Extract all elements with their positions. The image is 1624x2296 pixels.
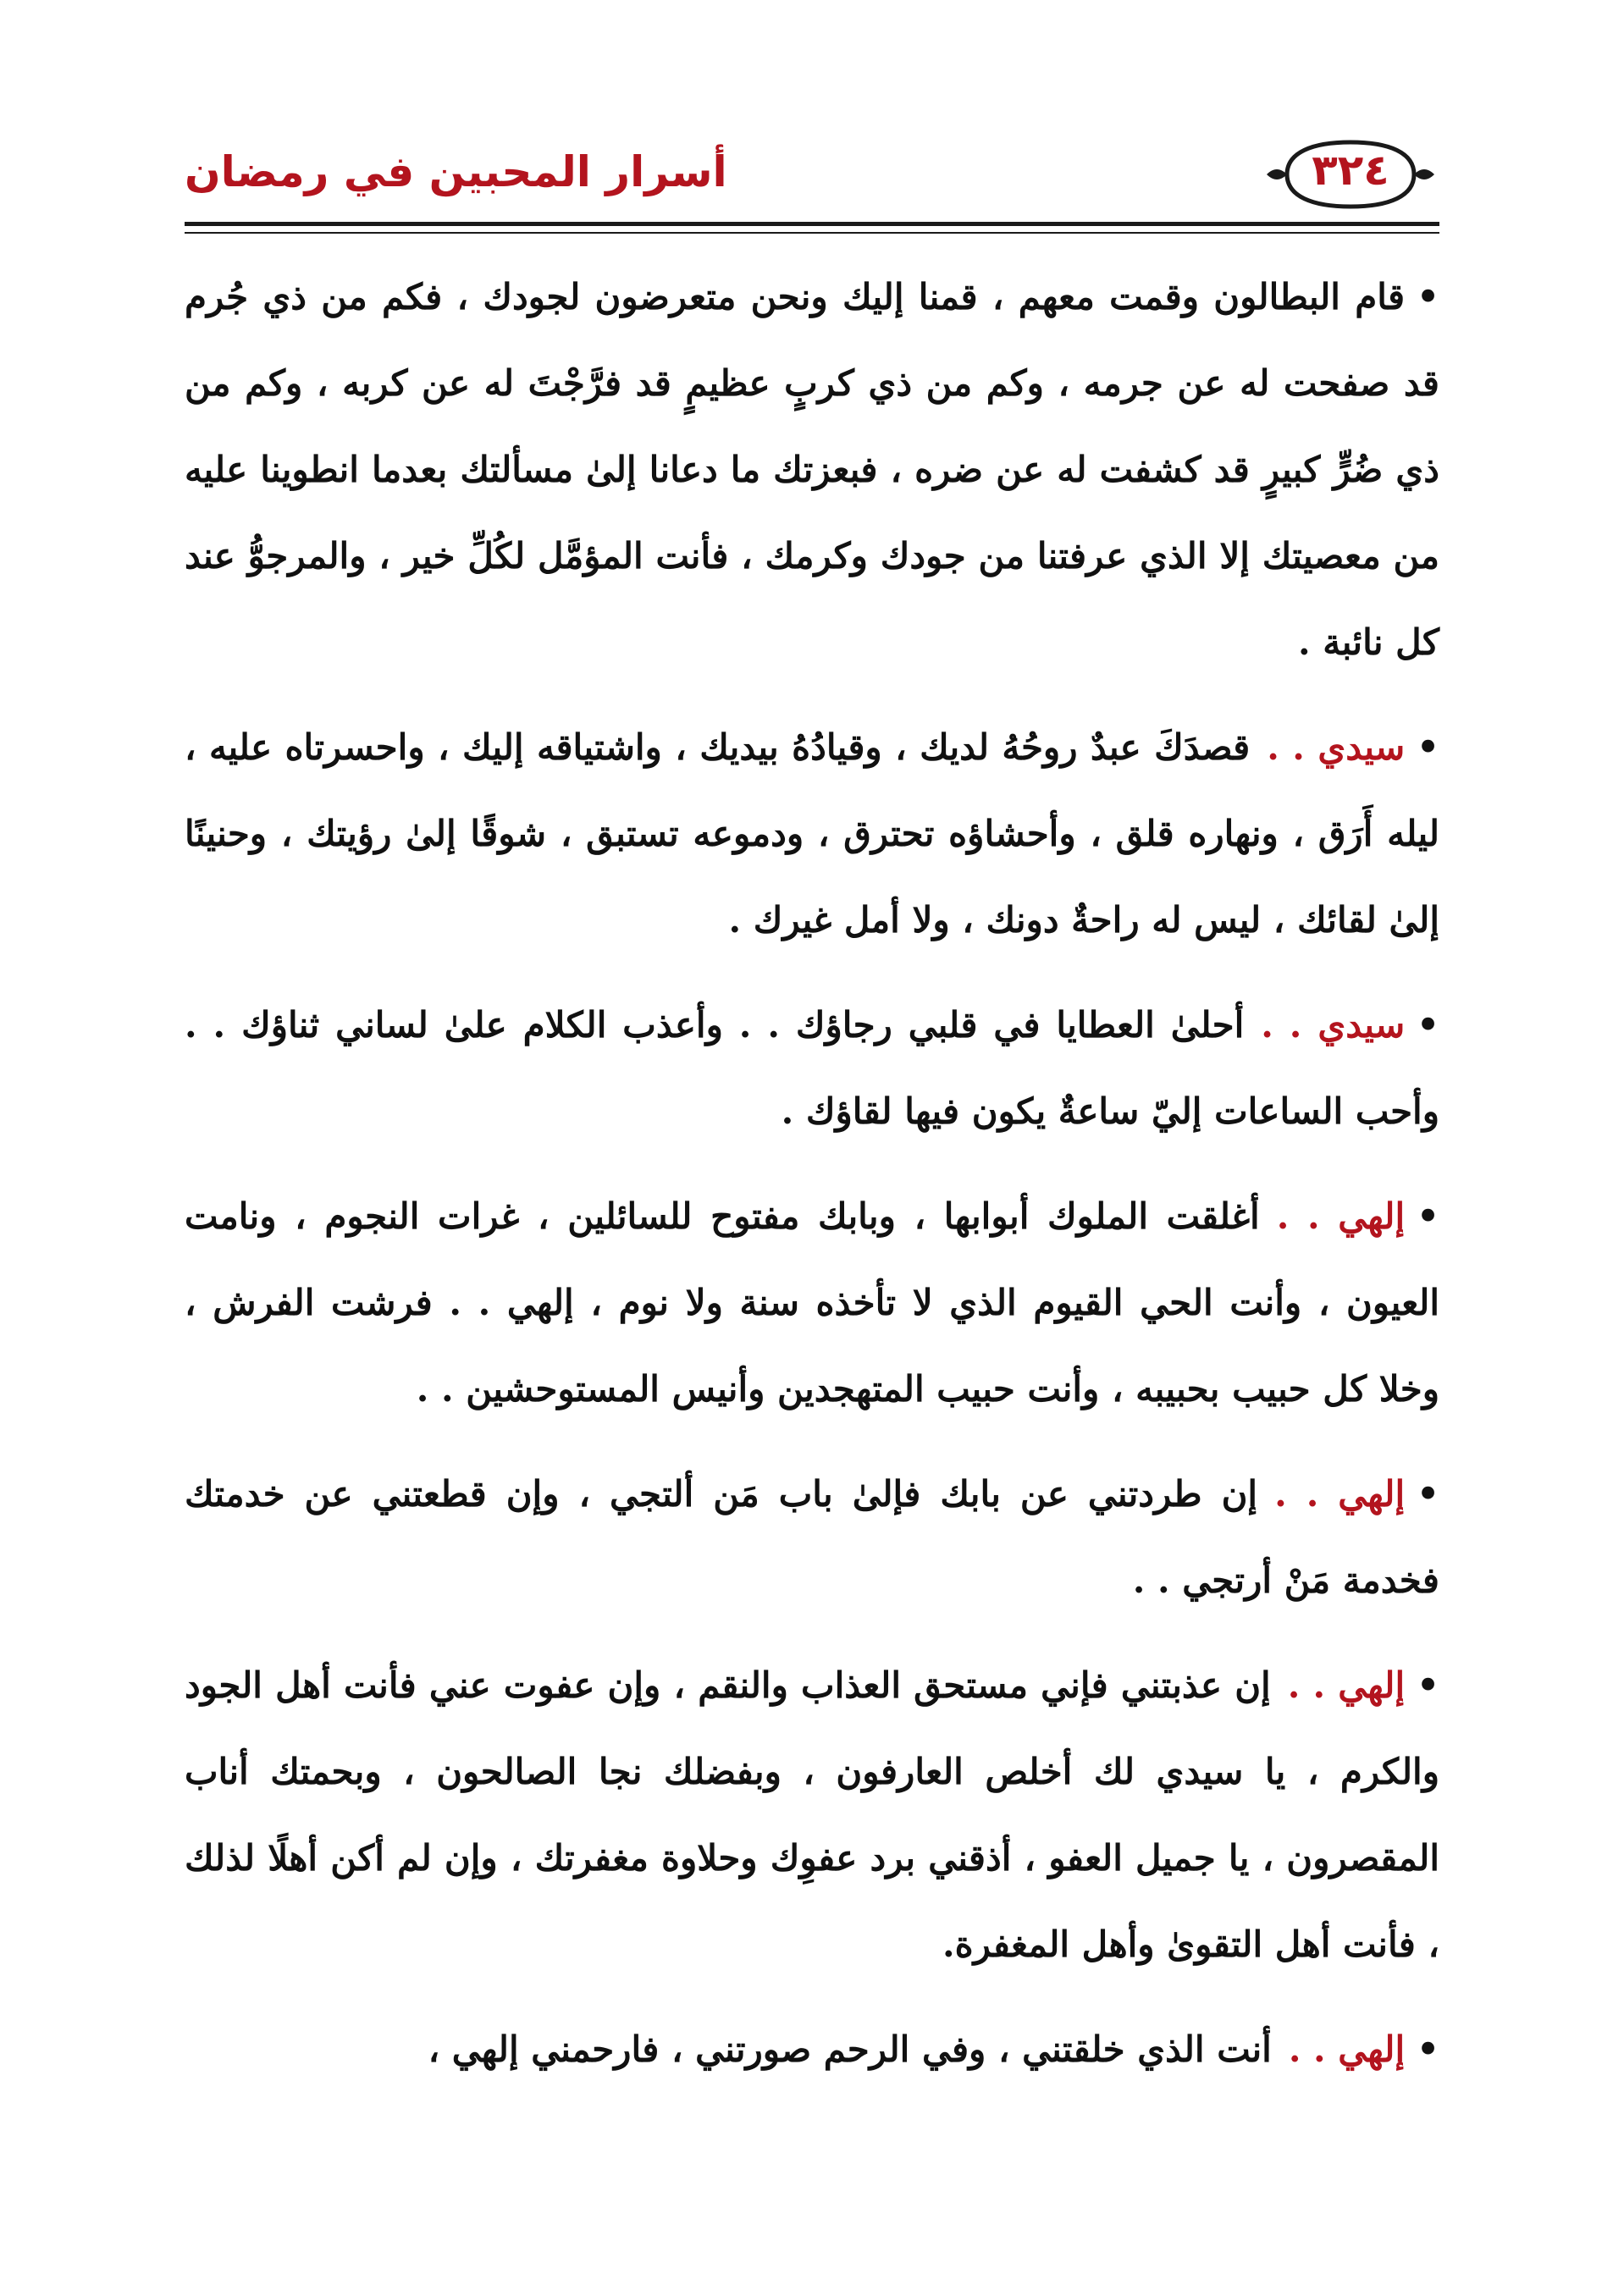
bullet-icon: • xyxy=(1417,276,1439,317)
paragraph xyxy=(185,704,1439,963)
bullet-icon: • xyxy=(1417,1664,1439,1706)
paragraph-text: إن طردتني عن بابك فإلىٰ باب مَن ألتجي ، وإن قطعتني عن خدمتك فخدمة مَنْ أرتجي . . xyxy=(185,1473,1439,1601)
paragraph-lead: إلهي . . xyxy=(1274,1473,1406,1515)
paragraph-text: إن عذبتني فإني مستحق العذاب والنقم ، وإن عفوت عني فأنت أهل الجود والكرم ، يا سيدي لك أخلص العارفون ، وبفضلك نجا الصالحون ، وبحمتك أناب المقصرون ، يا جميل العفو ، أذقني برد عفوِك وحلاوة مغفرتك ، وإن لم أكن أهلًا لذلك ، فأنت أهل التقوىٰ وأهل المغفرة. xyxy=(185,1664,1439,1965)
page-body xyxy=(185,254,1439,2093)
paragraph xyxy=(185,1451,1439,1624)
paragraph xyxy=(185,982,1439,1155)
page-number-frame xyxy=(1262,135,1439,213)
header-rule-thin xyxy=(185,232,1439,234)
bullet-icon: • xyxy=(1417,1004,1439,1046)
paragraph-text: قام البطالون وقمت معهم ، قمنا إليك ونحن متعرضون لجودك ، فكم من ذي جُرم قد صفحت له عن جرمه ، وكم من ذي كربٍ عظيمٍ قد فرَّجْتَ له عن كربه ، وكم من ذي ضُرٍّ كبيرٍ قد كشفت له عن ضره ، فبعزتك ما دعانا إلىٰ مسألتك بعدما انطوينا عليه من معصيتك إلا الذي عرفتنا من جودك وكرمك ، فأنت المؤمَّل لكُلِّ خير ، والمرجوُّ عند كل نائبة . xyxy=(185,276,1439,663)
paragraph-lead: إلهي . . xyxy=(1276,1195,1406,1237)
paragraph-lead: إلهي . . xyxy=(1287,1664,1406,1706)
paragraph-text: قصدَكَ عبدٌ روحُهُ لديك ، وقيادُهُ بيديك ، واشتياقه إليك ، واحسرتاه عليه ، ليله أَرَق ، ونهاره قلق ، وأحشاؤه تحترق ، ودموعه تستبق ، شوقًا إلىٰ رؤيتك ، وحنينًا إلىٰ لقائك ، ليس له راحةٌ دونك ، ولا أمل غيرك . xyxy=(185,726,1439,941)
running-title: أسرار المحبين في رمضان xyxy=(185,147,727,196)
bullet-icon: • xyxy=(1417,1195,1439,1237)
paragraph xyxy=(185,2006,1439,2093)
page-header xyxy=(185,135,1439,229)
bullet-icon: • xyxy=(1417,2028,1439,2070)
paragraph-text: أغلقت الملوك أبوابها ، وبابك مفتوح للسائلين ، غرات النجوم ، ونامت العيون ، وأنت الحي القيوم الذي لا تأخذه سنة ولا نوم ، إلهي . . فرشت الفرش ، وخلا كل حبيب بحبيبه ، وأنت حبيب المتهجدين وأنيس المستوحشين . . xyxy=(185,1195,1440,1410)
header-rule-thick xyxy=(185,222,1439,226)
bullet-icon: • xyxy=(1417,726,1439,768)
paragraph xyxy=(185,1173,1439,1432)
paragraph-lead: سيدي . . xyxy=(1267,726,1406,768)
paragraph-lead: إلهي . . xyxy=(1288,2028,1406,2070)
paragraph xyxy=(185,1642,1439,1988)
paragraph-lead: سيدي . . xyxy=(1261,1004,1406,1046)
paragraph-text: أنت الذي خلقتني ، وفي الرحم صورتني ، فارحمني إلهي ، xyxy=(428,2028,1272,2070)
paragraph xyxy=(185,254,1439,686)
page-number: ٣٢٤ xyxy=(1312,146,1389,195)
paragraph-text: أحلىٰ العطايا في قلبي رجاؤك . . وأعذب الكلام علىٰ لساني ثناؤك . . وأحب الساعات إليّ ساعةٌ يكون فيها لقاؤك . xyxy=(185,1004,1439,1132)
bullet-icon: • xyxy=(1417,1473,1439,1515)
